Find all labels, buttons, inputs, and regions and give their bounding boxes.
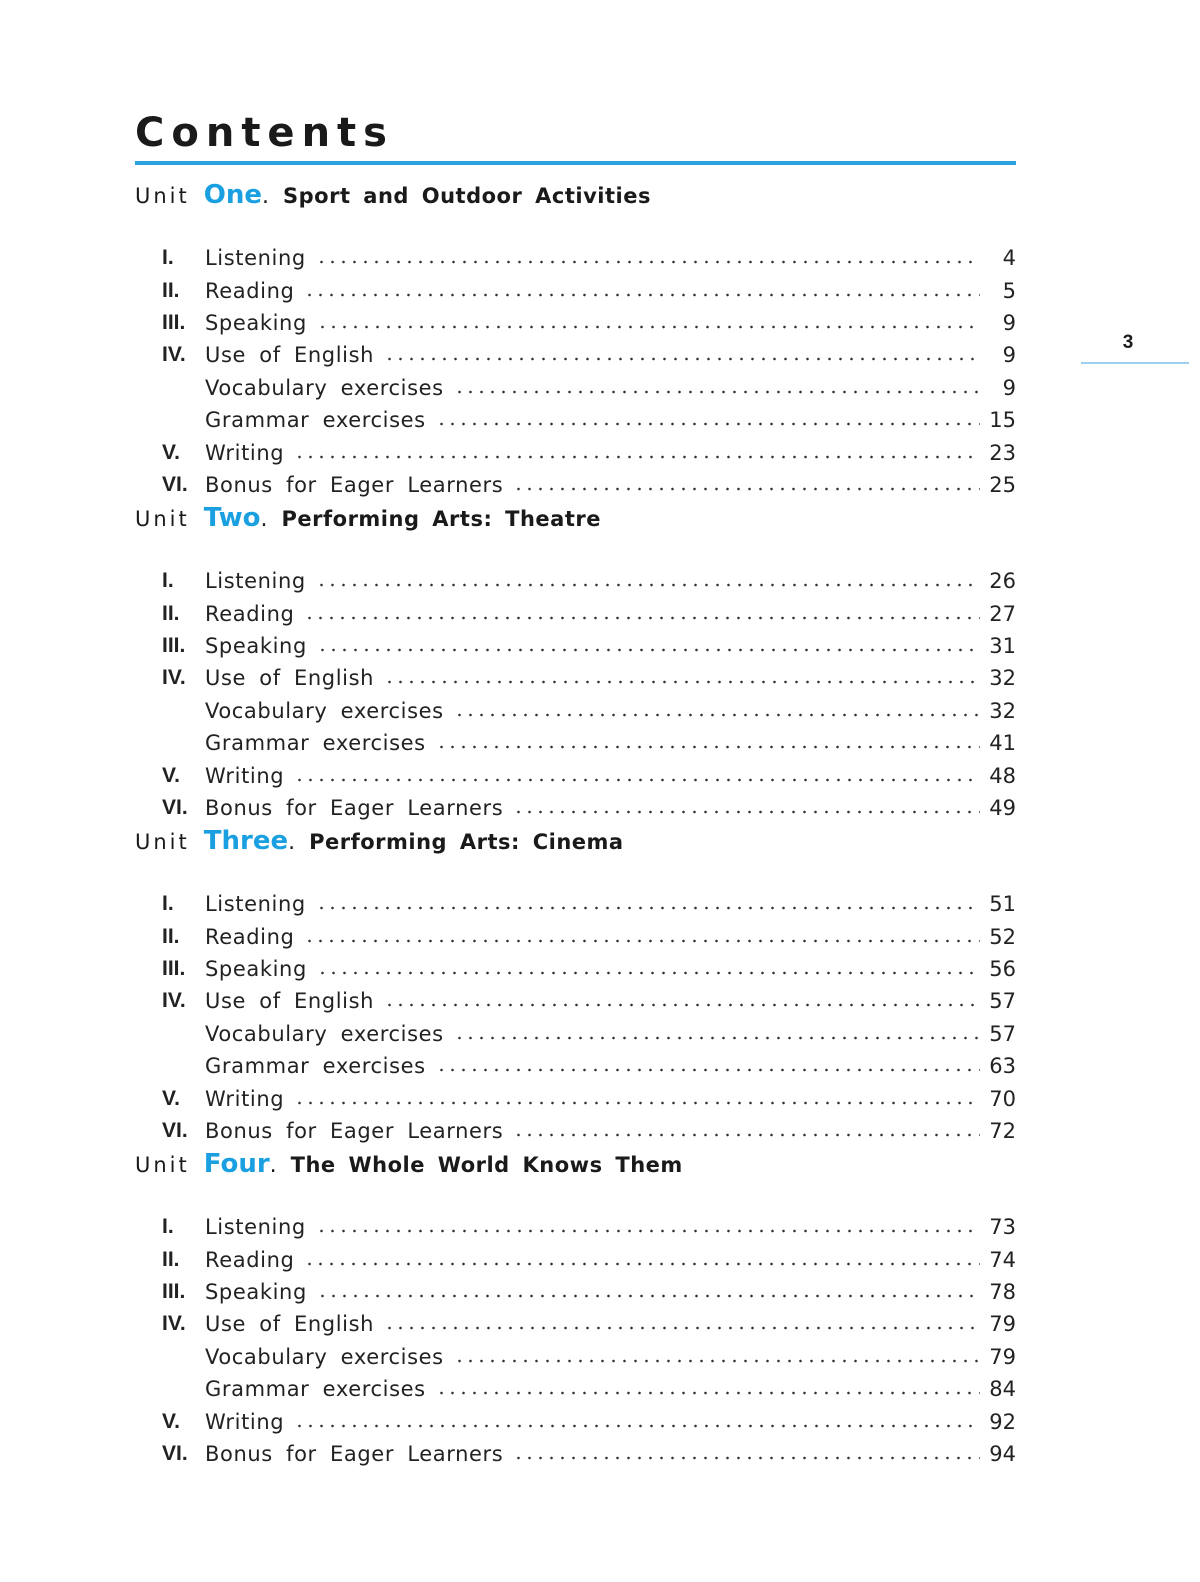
toc-entry[interactable]: [135, 436, 1016, 468]
entry-number: VI.: [162, 1441, 188, 1465]
dot-leader: [454, 390, 980, 394]
dot-leader: [454, 713, 980, 717]
unit-title: The Whole World Knows Them: [290, 1153, 683, 1177]
entry-list: [135, 1211, 1016, 1470]
dot-leader: [317, 1294, 980, 1298]
toc-entry[interactable]: [135, 1243, 1016, 1275]
unit-heading: [135, 826, 1016, 866]
dot-leader: [384, 680, 980, 684]
entry-page: 70: [989, 1086, 1016, 1111]
entry-number: V.: [162, 1409, 180, 1433]
dot-leader: [317, 971, 980, 975]
entry-label: Writing: [205, 1086, 285, 1111]
unit-number: Three: [203, 826, 289, 856]
toc-entry[interactable]: [135, 274, 1016, 306]
dot-leader: [316, 1229, 980, 1233]
entry-page: 4: [1002, 246, 1016, 271]
toc-entry[interactable]: [135, 1211, 1016, 1243]
toc-entry[interactable]: [135, 662, 1016, 694]
dot-leader: [436, 1068, 980, 1072]
entry-label: Bonus for Eager Learners: [205, 795, 504, 820]
entry-label: Vocabulary exercises: [205, 698, 444, 723]
dot-leader: [436, 1391, 980, 1395]
entry-label: Bonus for Eager Learners: [205, 1118, 504, 1143]
dot-leader: [454, 1359, 980, 1363]
dot-leader: [316, 583, 980, 587]
title-underline: [135, 161, 1016, 165]
entry-number: V.: [162, 1086, 180, 1110]
entry-page: 78: [989, 1279, 1016, 1304]
entry-label: Listening: [205, 246, 306, 271]
entry-page: 49: [989, 795, 1016, 820]
entry-number: III.: [162, 956, 186, 980]
toc-entry[interactable]: [135, 242, 1016, 274]
unit-word: Unit: [135, 184, 190, 208]
entry-label: Speaking: [205, 310, 307, 335]
dot-leader: [513, 1133, 980, 1137]
entry-label: Bonus for Eager Learners: [205, 1441, 504, 1466]
entry-number: III.: [162, 310, 186, 334]
toc-entry[interactable]: [135, 1018, 1016, 1050]
entry-page: 31: [989, 633, 1016, 658]
entry-page: 9: [1002, 310, 1016, 335]
unit-dot: .: [288, 830, 296, 855]
unit-word: Unit: [135, 1153, 190, 1177]
unit-number: Two: [203, 503, 261, 533]
entry-page: 79: [989, 1344, 1016, 1369]
dot-leader: [317, 648, 980, 652]
entry-page: 73: [989, 1215, 1016, 1240]
unit-section: [135, 503, 1016, 824]
entry-number: IV.: [162, 666, 186, 690]
entry-page: 32: [989, 698, 1016, 723]
toc-entry[interactable]: [135, 1341, 1016, 1373]
dot-leader: [294, 1424, 980, 1428]
entry-number: I.: [162, 569, 174, 593]
unit-section: [135, 826, 1016, 1147]
entry-list: [135, 888, 1016, 1147]
entry-label: Use of English: [205, 989, 375, 1014]
entry-page: 32: [989, 666, 1016, 691]
entry-label: Vocabulary exercises: [205, 375, 444, 400]
unit-word: Unit: [135, 830, 190, 854]
dot-leader: [436, 422, 980, 426]
toc-entry[interactable]: [135, 1308, 1016, 1340]
entry-page: 92: [989, 1409, 1016, 1434]
entry-label: Use of English: [205, 666, 375, 691]
entry-number: III.: [162, 1279, 186, 1303]
entry-number: IV.: [162, 343, 186, 367]
dot-leader: [513, 487, 980, 491]
entry-page: 84: [989, 1377, 1016, 1402]
toc-entry[interactable]: [135, 985, 1016, 1017]
entry-number: I.: [162, 1215, 174, 1239]
entry-label: Grammar exercises: [205, 731, 426, 756]
entry-label: Reading: [205, 278, 295, 303]
toc-entry[interactable]: [135, 630, 1016, 662]
entry-label: Speaking: [205, 1279, 307, 1304]
unit-heading: [135, 180, 1016, 220]
entry-number: I.: [162, 246, 174, 270]
toc-entry[interactable]: [135, 372, 1016, 404]
dot-leader: [294, 455, 980, 459]
entry-page: 72: [989, 1118, 1016, 1143]
toc-entry[interactable]: [135, 1050, 1016, 1082]
dot-leader: [294, 778, 980, 782]
entry-label: Writing: [205, 440, 285, 465]
toc-entry[interactable]: [135, 1373, 1016, 1405]
entry-label: Use of English: [205, 343, 375, 368]
dot-leader: [316, 906, 980, 910]
toc-entry[interactable]: [135, 1276, 1016, 1308]
entry-page: 5: [1002, 278, 1016, 303]
toc-entry[interactable]: [135, 1405, 1016, 1437]
toc-entry[interactable]: [135, 1438, 1016, 1470]
entry-page: 9: [1002, 343, 1016, 368]
entry-page: 9: [1002, 375, 1016, 400]
unit-heading: [135, 503, 1016, 543]
entry-label: Speaking: [205, 956, 307, 981]
dot-leader: [304, 616, 980, 620]
unit-number: One: [203, 180, 262, 210]
dot-leader: [294, 1101, 980, 1105]
toc-entry[interactable]: [135, 727, 1016, 759]
unit-section: [135, 1149, 1016, 1470]
entry-number: IV.: [162, 1312, 186, 1336]
dot-leader: [384, 1326, 980, 1330]
toc-entry[interactable]: [135, 469, 1016, 501]
entry-page: 23: [989, 440, 1016, 465]
entry-page: 56: [989, 956, 1016, 981]
toc-entry[interactable]: [135, 695, 1016, 727]
entry-number: II.: [162, 601, 180, 625]
dot-leader: [316, 260, 980, 264]
entry-label: Listening: [205, 1215, 306, 1240]
dot-leader: [304, 293, 980, 297]
dot-leader: [384, 1003, 980, 1007]
dot-leader: [513, 810, 980, 814]
entry-list: [135, 242, 1016, 501]
unit-dot: .: [260, 507, 268, 532]
entry-label: Listening: [205, 892, 306, 917]
entry-number: V.: [162, 763, 180, 787]
unit-number: Four: [203, 1149, 270, 1179]
entry-page: 63: [989, 1054, 1016, 1079]
entry-page: 41: [989, 731, 1016, 756]
toc-entry[interactable]: [135, 1082, 1016, 1114]
unit-word: Unit: [135, 507, 190, 531]
entry-page: 26: [989, 569, 1016, 594]
page-number-rule: [1081, 362, 1189, 364]
entry-label: Reading: [205, 924, 295, 949]
dot-leader: [384, 357, 980, 361]
entry-label: Bonus for Eager Learners: [205, 472, 504, 497]
entry-label: Reading: [205, 1247, 295, 1272]
entry-page: 94: [989, 1441, 1016, 1466]
entry-number: V.: [162, 440, 180, 464]
entry-page: 52: [989, 924, 1016, 949]
entry-number: VI.: [162, 472, 188, 496]
unit-dot: .: [262, 184, 269, 209]
entry-page: 51: [989, 892, 1016, 917]
toc-entry[interactable]: [135, 339, 1016, 371]
dot-leader: [436, 745, 980, 749]
entry-label: Writing: [205, 1409, 285, 1434]
toc-entry[interactable]: [135, 597, 1016, 629]
toc-entry[interactable]: [135, 888, 1016, 920]
entry-list: [135, 565, 1016, 824]
entry-number: II.: [162, 278, 180, 302]
entry-page: 48: [989, 763, 1016, 788]
entry-label: Vocabulary exercises: [205, 1021, 444, 1046]
entry-number: I.: [162, 892, 174, 916]
toc-entry[interactable]: [135, 565, 1016, 597]
entry-page: 15: [989, 408, 1016, 433]
unit-title: Performing Arts: Cinema: [309, 830, 624, 854]
entry-number: II.: [162, 1247, 180, 1271]
entry-page: 57: [989, 1021, 1016, 1046]
toc-entry[interactable]: [135, 953, 1016, 985]
unit-heading: [135, 1149, 1016, 1189]
unit-dot: .: [269, 1153, 277, 1178]
entry-number: III.: [162, 633, 186, 657]
entry-number: VI.: [162, 1118, 188, 1142]
unit-title: Sport and Outdoor Activities: [283, 184, 651, 208]
entry-label: Vocabulary exercises: [205, 1344, 444, 1369]
dot-leader: [304, 1262, 980, 1266]
toc-entry[interactable]: [135, 759, 1016, 791]
entry-label: Grammar exercises: [205, 1377, 426, 1402]
toc-entry[interactable]: [135, 404, 1016, 436]
toc-entry[interactable]: [135, 307, 1016, 339]
toc-entry[interactable]: [135, 920, 1016, 952]
toc-entry[interactable]: [135, 1115, 1016, 1147]
entry-page: 25: [989, 472, 1016, 497]
entry-label: Use of English: [205, 1312, 375, 1337]
toc-entry[interactable]: [135, 792, 1016, 824]
dot-leader: [513, 1456, 980, 1460]
entry-page: 27: [989, 601, 1016, 626]
entry-label: Writing: [205, 763, 285, 788]
unit-title: Performing Arts: Theatre: [281, 507, 601, 531]
entry-page: 79: [989, 1312, 1016, 1337]
entry-number: II.: [162, 924, 180, 948]
entry-label: Grammar exercises: [205, 408, 426, 433]
unit-section: [135, 180, 1016, 501]
page-number: 3: [1122, 332, 1134, 353]
entry-label: Reading: [205, 601, 295, 626]
dot-leader: [304, 939, 980, 943]
page-title: Contents: [135, 110, 394, 156]
entry-number: IV.: [162, 989, 186, 1013]
dot-leader: [454, 1036, 980, 1040]
entry-page: 57: [989, 989, 1016, 1014]
entry-label: Grammar exercises: [205, 1054, 426, 1079]
dot-leader: [317, 325, 980, 329]
entry-label: Listening: [205, 569, 306, 594]
entry-label: Speaking: [205, 633, 307, 658]
entry-page: 74: [989, 1247, 1016, 1272]
entry-number: VI.: [162, 795, 188, 819]
